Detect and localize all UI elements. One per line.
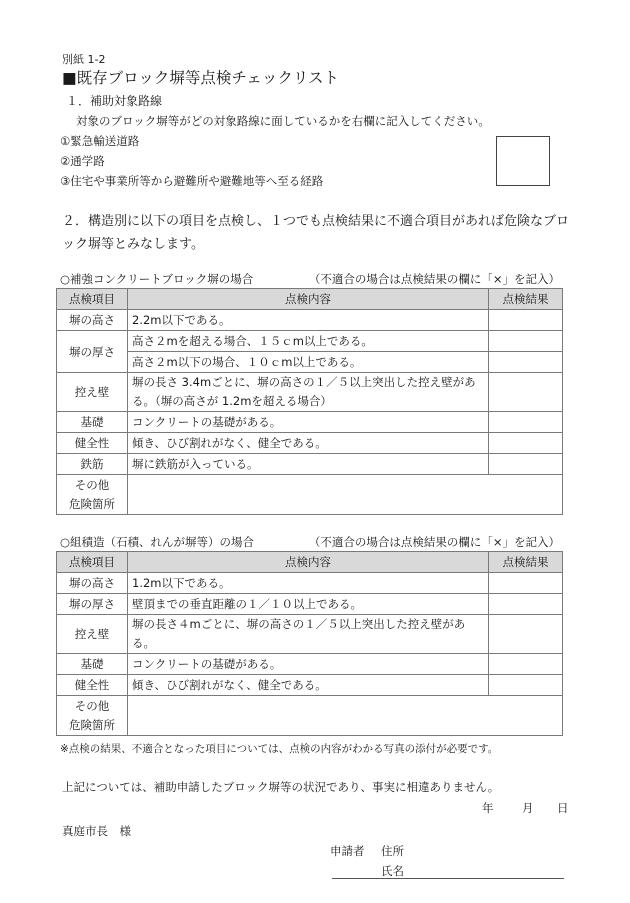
- row-item: 基礎: [57, 412, 128, 433]
- row-item: 健全性: [57, 433, 128, 454]
- row-item: 塀の高さ: [57, 573, 128, 594]
- table-row: [57, 310, 563, 331]
- name-label: 氏名: [381, 864, 404, 878]
- table2-caption-title: ○組積造（石積、れんが塀等）の場合: [60, 535, 255, 549]
- other-hazards-label: [57, 696, 128, 736]
- result-cell[interactable]: [489, 675, 563, 696]
- row-item: 塀の厚さ: [57, 331, 128, 373]
- row-content: コンクリートの基礎がある。: [128, 412, 489, 433]
- section1-instruction: 対象のブロック塀等がどの対象路線に面しているかを右欄に記入してください。: [76, 114, 490, 128]
- date-day-label: 日: [557, 801, 569, 815]
- other-label-line2: 危険箇所: [69, 717, 115, 732]
- row-content: 2.2m以下である。: [128, 310, 489, 331]
- row-content: 塀の長さ 3.4mごとに、塀の高さの１／５以上突出した控え壁がある。（塀の高さが 1.2mを超える場合）: [128, 373, 489, 412]
- other-hazards-field[interactable]: [128, 475, 563, 515]
- result-cell[interactable]: [489, 454, 563, 475]
- row-item: 基礎: [57, 654, 128, 675]
- row-content: 塀に鉄筋が入っている。: [128, 454, 489, 475]
- result-cell[interactable]: [489, 373, 563, 412]
- table-row: [57, 373, 563, 412]
- table2-caption-note: （不適合の場合は点検結果の欄に「×」を記入）: [308, 535, 560, 549]
- other-hazards-field[interactable]: [128, 696, 563, 736]
- section1-heading: １．補助対象路線: [66, 94, 163, 108]
- other-label-line1: その他: [74, 698, 110, 713]
- table-row: [57, 594, 563, 615]
- result-cell[interactable]: [489, 412, 563, 433]
- result-cell[interactable]: [489, 310, 563, 331]
- masonry-checklist-table: [56, 551, 563, 736]
- header-result: 点検結果: [489, 552, 563, 573]
- page-title: ■既存ブロック塀等点検チェックリスト: [62, 69, 340, 87]
- row-content: 壁頂までの垂直距離の１／１０以上である。: [128, 594, 489, 615]
- route-option-evacuation: ③住宅や事業所等から避難所や避難地等へ至る経路: [60, 174, 324, 188]
- row-item: 健全性: [57, 675, 128, 696]
- table-row: [57, 615, 563, 654]
- signature-line[interactable]: [332, 878, 564, 879]
- row-item: 控え壁: [57, 615, 128, 654]
- table-row: [57, 573, 563, 594]
- table-header-row: [57, 552, 563, 573]
- result-cell[interactable]: [489, 654, 563, 675]
- table1-caption-note: （不適合の場合は点検結果の欄に「×」を記入）: [308, 272, 560, 286]
- photo-requirement-note: ※点検の結果、不適合となった項目については、点検の内容がわかる写真の添付が必要です。: [60, 743, 499, 755]
- table1-caption-title: ○補強コンクリートブロック塀の場合: [60, 272, 254, 286]
- table-row: [57, 412, 563, 433]
- addressee: 真庭市長 様: [62, 824, 131, 838]
- section2-heading: ２．構造別に以下の項目を点検し、１つでも点検結果に不適合項目があれば危険なブロック塀等とみなします。: [62, 214, 570, 252]
- row-item: 鉄筋: [57, 454, 128, 475]
- declaration-text: 上記については、補助申請したブロック塀等の状況であり、事実に相違ありません。: [62, 780, 500, 794]
- result-cell[interactable]: [489, 331, 563, 352]
- result-cell[interactable]: [489, 615, 563, 654]
- other-label-line1: その他: [74, 477, 110, 492]
- table-row: [57, 352, 563, 373]
- result-cell[interactable]: [489, 594, 563, 615]
- result-cell[interactable]: [489, 352, 563, 373]
- route-answer-box[interactable]: [496, 136, 550, 186]
- header-result: 点検結果: [489, 289, 563, 310]
- table-row: [57, 433, 563, 454]
- row-item: 塀の厚さ: [57, 594, 128, 615]
- other-hazards-row: [57, 475, 563, 515]
- other-label-line2: 危険箇所: [69, 496, 115, 511]
- row-content: 傾き、ひび割れがなく、健全である。: [128, 433, 489, 454]
- header-content: 点検内容: [128, 552, 489, 573]
- row-content: 1.2m以下である。: [128, 573, 489, 594]
- row-content: 高さ２m以下の場合、１０ｃm以上である。: [128, 352, 489, 373]
- date-month-label: 月: [522, 801, 534, 815]
- result-cell[interactable]: [489, 573, 563, 594]
- row-content: 高さ２mを超える場合、１５ｃm以上である。: [128, 331, 489, 352]
- header-item: 点検項目: [57, 289, 128, 310]
- table1-caption: [60, 271, 560, 287]
- annex-label: 別紙 1-2: [62, 53, 106, 66]
- row-content: コンクリートの基礎がある。: [128, 654, 489, 675]
- table-row: [57, 675, 563, 696]
- row-content: 塀の長さ４mごとに、塀の高さの１／５以上突出した控え壁がある。: [128, 615, 489, 654]
- table-row: [57, 331, 563, 352]
- table-header-row: [57, 289, 563, 310]
- row-content: 傾き、ひび割れがなく、健全である。: [128, 675, 489, 696]
- route-option-school: ②通学路: [60, 154, 105, 168]
- row-item: 控え壁: [57, 373, 128, 412]
- table-row: [57, 454, 563, 475]
- header-item: 点検項目: [57, 552, 128, 573]
- row-item: 塀の高さ: [57, 310, 128, 331]
- other-hazards-label: [57, 475, 128, 515]
- result-cell[interactable]: [489, 433, 563, 454]
- header-content: 点検内容: [128, 289, 489, 310]
- applicant-label: 申請者: [330, 844, 365, 858]
- table2-caption: [60, 534, 560, 550]
- table-row: [57, 654, 563, 675]
- address-label: 住所: [381, 844, 404, 858]
- date-year-label: 年: [482, 801, 494, 815]
- reinforced-block-checklist-table: [56, 288, 563, 515]
- other-hazards-row: [57, 696, 563, 736]
- route-option-emergency: ①緊急輸送道路: [60, 134, 140, 148]
